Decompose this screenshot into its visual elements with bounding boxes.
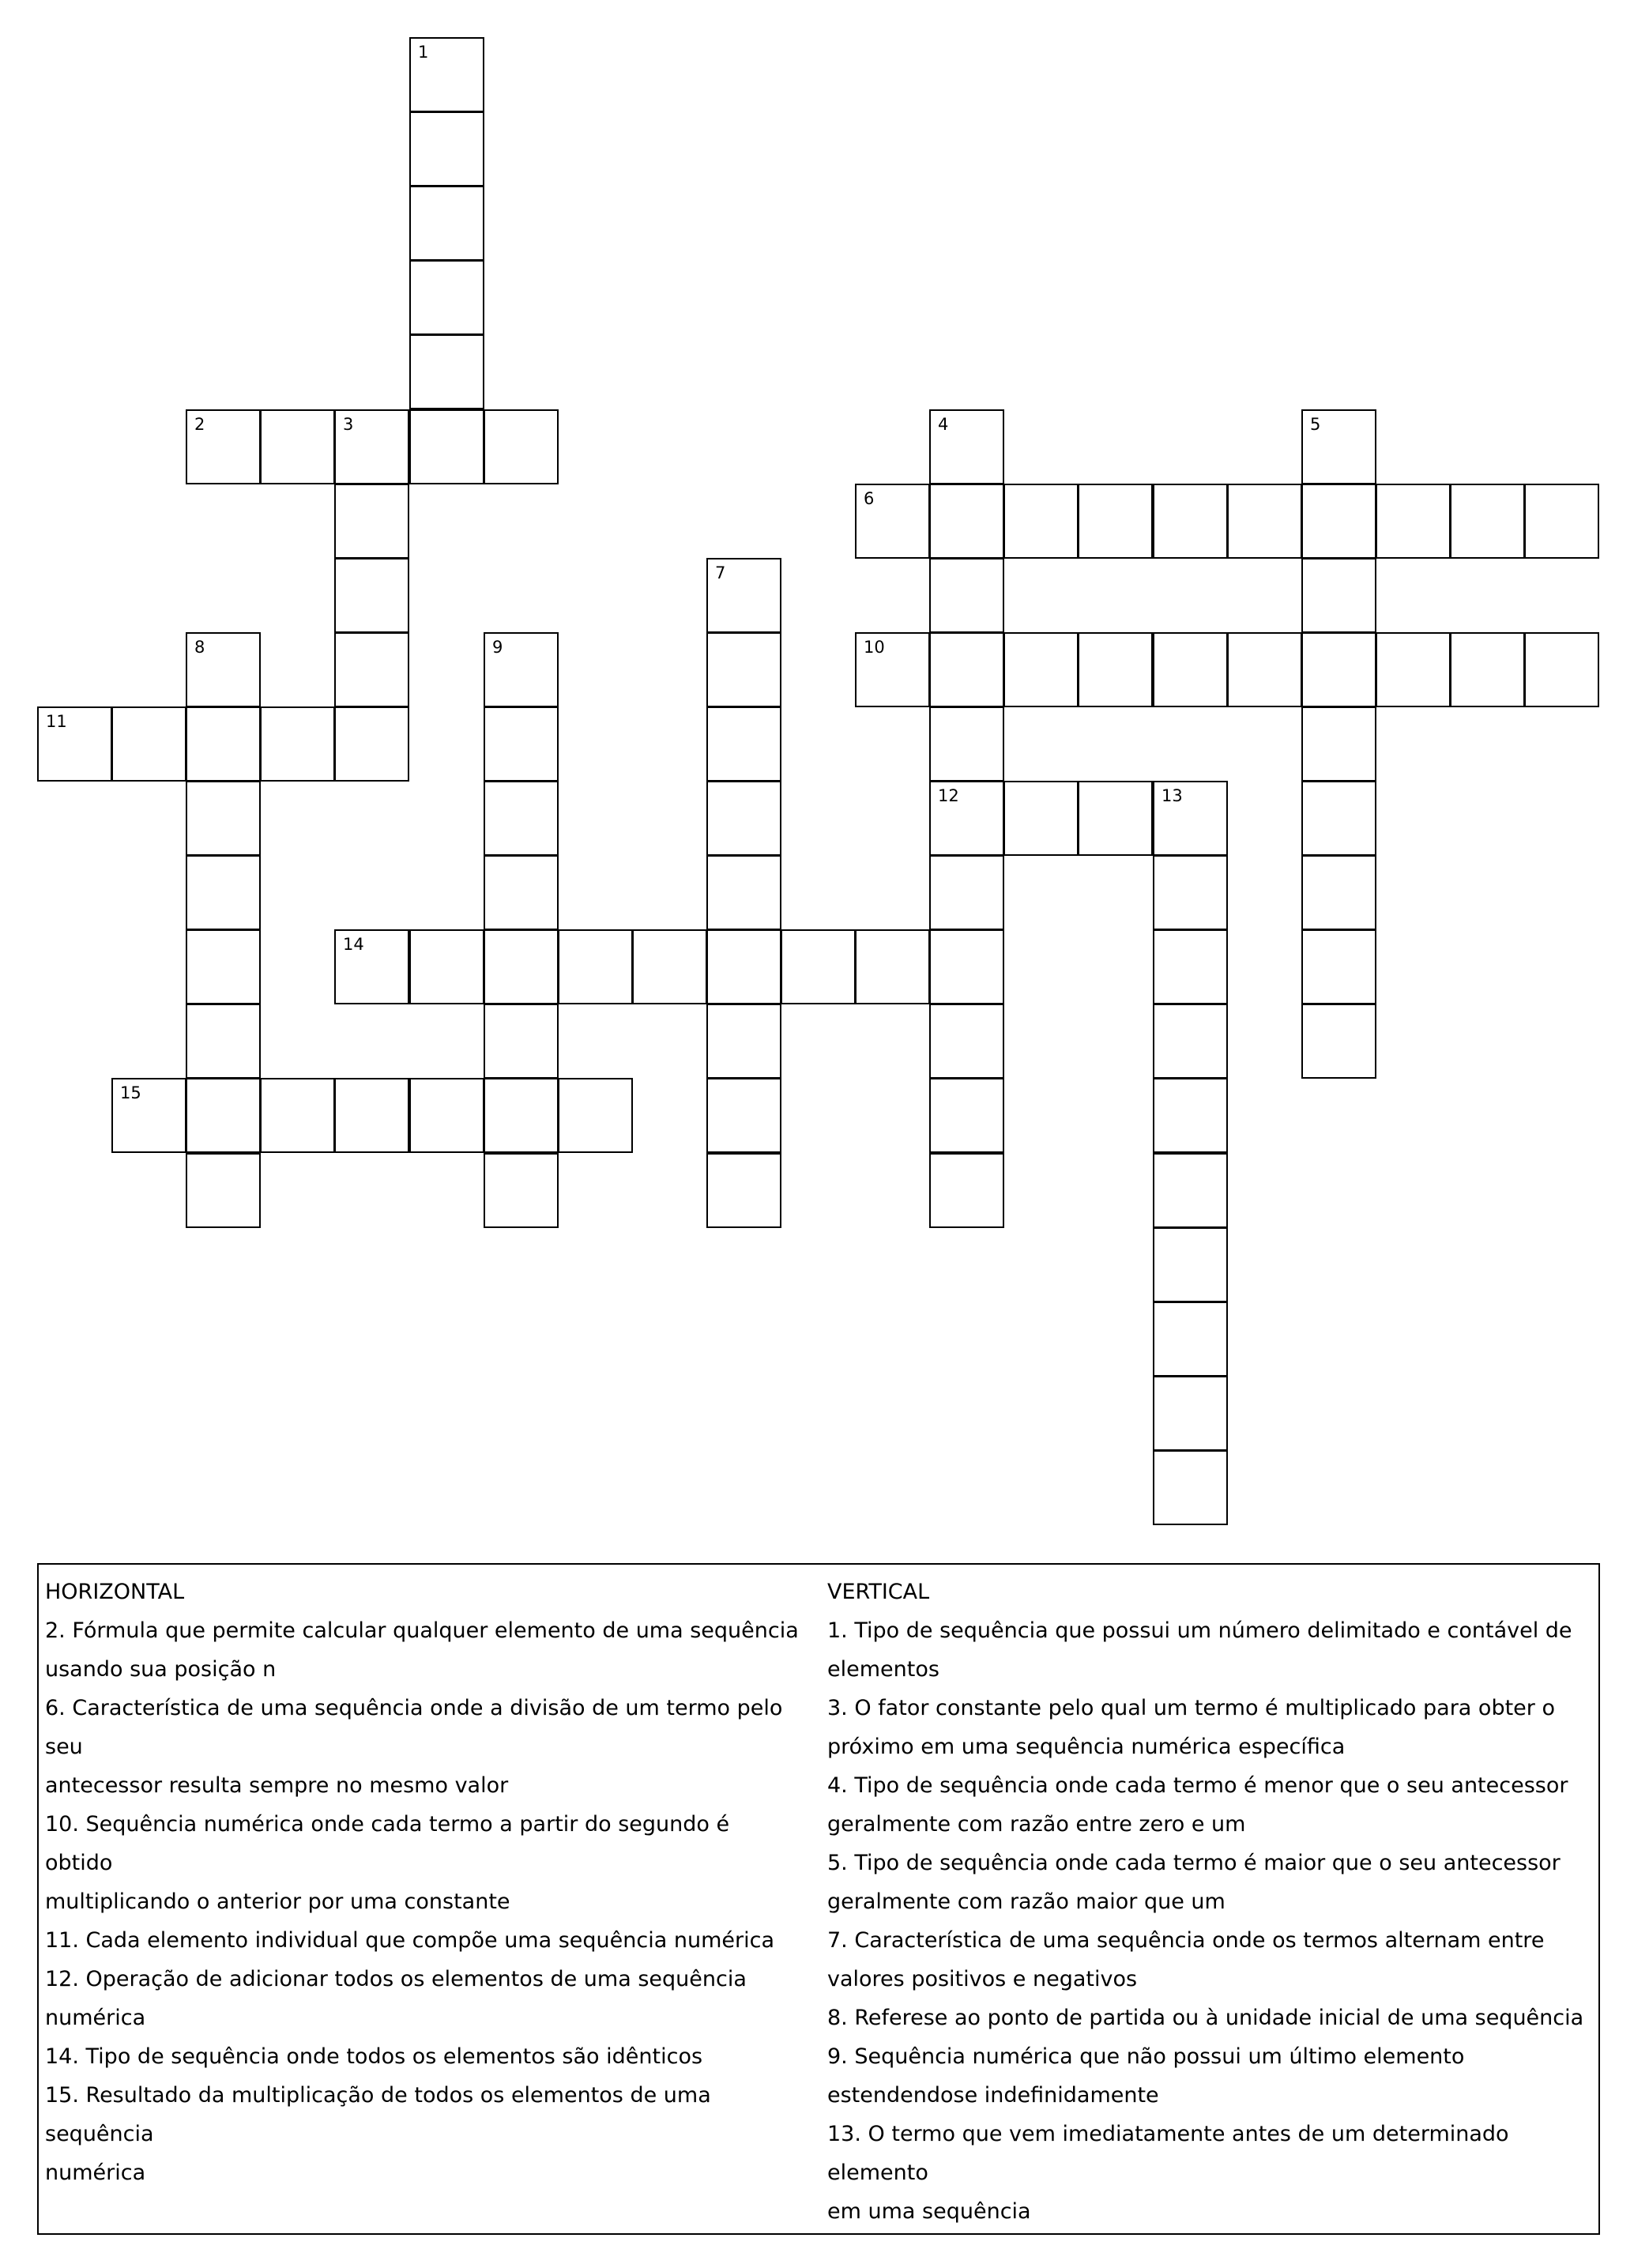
grid-cell[interactable] xyxy=(1301,929,1376,1004)
clue-line: 8. Referese ao ponto de partida ou à unidade inicial de uma sequência xyxy=(827,2006,1584,2030)
grid-cell[interactable] xyxy=(706,1004,781,1079)
clue-number: 4 xyxy=(938,415,949,434)
grid-cell[interactable] xyxy=(409,334,484,409)
grid-cell[interactable] xyxy=(1301,781,1376,856)
grid-cell[interactable] xyxy=(409,409,484,484)
clue-line: estendendose indefinidamente xyxy=(827,2083,1159,2108)
grid-cell[interactable] xyxy=(484,1153,559,1228)
grid-cell[interactable] xyxy=(558,929,633,1004)
clue-line: 15. Resultado da multiplicação de todos os elementos de uma sequência xyxy=(45,2083,711,2146)
grid-cell[interactable] xyxy=(186,1004,261,1079)
grid-cell[interactable] xyxy=(1376,484,1451,559)
clue-number: 11 xyxy=(46,712,67,731)
clue-number: 14 xyxy=(343,935,364,954)
grid-cell[interactable] xyxy=(1153,929,1228,1004)
grid-cell[interactable] xyxy=(929,484,1004,559)
grid-cell[interactable] xyxy=(855,929,930,1004)
clue-line: 10. Sequência numérica onde cada termo a partir do segundo é obtido xyxy=(45,1812,730,1875)
grid-cell[interactable] xyxy=(1153,1078,1228,1153)
clue-number: 2 xyxy=(194,415,205,434)
grid-cell[interactable] xyxy=(1153,1376,1228,1451)
clue-line: geralmente com razão entre zero e um xyxy=(827,1812,1246,1837)
grid-cell[interactable] xyxy=(1078,484,1153,559)
grid-cell[interactable] xyxy=(1153,1227,1228,1302)
clue-line: 13. O termo que vem imediatamente antes de um determinado elemento xyxy=(827,2122,1509,2185)
grid-cell[interactable] xyxy=(1003,632,1079,707)
grid-cell[interactable] xyxy=(1301,484,1376,559)
clue-line: usando sua posição n xyxy=(45,1657,277,1682)
grid-cell[interactable] xyxy=(1450,484,1525,559)
grid-cell[interactable] xyxy=(186,706,261,782)
grid-cell[interactable] xyxy=(186,929,261,1004)
grid-cell[interactable] xyxy=(334,706,409,782)
grid-cell[interactable] xyxy=(334,1078,409,1153)
grid-cell[interactable] xyxy=(706,929,781,1004)
grid-cell[interactable] xyxy=(334,558,409,633)
grid-cell[interactable] xyxy=(1227,484,1302,559)
grid-cell[interactable] xyxy=(929,855,1004,930)
grid-cell[interactable] xyxy=(1153,781,1228,856)
grid-cell[interactable] xyxy=(1301,1004,1376,1079)
clue-number: 5 xyxy=(1310,415,1321,434)
clue-line: antecessor resulta sempre no mesmo valor xyxy=(45,1773,509,1798)
clue-number: 6 xyxy=(864,489,875,508)
grid-cell[interactable] xyxy=(929,1153,1004,1228)
grid-cell[interactable] xyxy=(409,37,484,112)
clue-line: 5. Tipo de sequência onde cada termo é maior que o seu antecessor xyxy=(827,1851,1561,1875)
grid-cell[interactable] xyxy=(706,1078,781,1153)
grid-cell[interactable] xyxy=(706,706,781,782)
vertical-title: VERTICAL xyxy=(827,1580,930,1604)
grid-cell[interactable] xyxy=(929,929,1004,1004)
grid-cell[interactable] xyxy=(484,781,559,856)
clue-number: 12 xyxy=(938,786,959,805)
grid-cell[interactable] xyxy=(484,929,559,1004)
grid-cell[interactable] xyxy=(632,929,707,1004)
grid-cell[interactable] xyxy=(111,706,186,782)
grid-cell[interactable] xyxy=(558,1078,633,1153)
grid-cell[interactable] xyxy=(855,484,930,559)
clue-line: elementos xyxy=(827,1657,939,1682)
grid-cell[interactable] xyxy=(409,260,484,335)
clue-line: 14. Tipo de sequência onde todos os elementos são idênticos xyxy=(45,2044,703,2069)
grid-cell[interactable] xyxy=(855,632,930,707)
grid-cell[interactable] xyxy=(186,1078,261,1153)
horizontal-clue-list xyxy=(45,1611,804,2192)
grid-cell[interactable] xyxy=(1153,484,1228,559)
grid-cell[interactable] xyxy=(409,1078,484,1153)
grid-cell[interactable] xyxy=(1153,632,1228,707)
grid-cell[interactable] xyxy=(484,632,559,707)
grid-cell[interactable] xyxy=(1301,409,1376,484)
grid-cell[interactable] xyxy=(929,1078,1004,1153)
clue-number: 1 xyxy=(418,43,429,62)
grid-cell[interactable] xyxy=(706,1153,781,1228)
clue-number: 15 xyxy=(120,1083,141,1102)
grid-cell[interactable] xyxy=(929,781,1004,856)
grid-cell[interactable] xyxy=(929,706,1004,782)
clue-line: numérica xyxy=(45,2006,146,2030)
grid-cell[interactable] xyxy=(37,706,112,782)
grid-cell[interactable] xyxy=(186,781,261,856)
grid-cell[interactable] xyxy=(111,1078,186,1153)
grid-cell[interactable] xyxy=(484,409,559,484)
grid-cell[interactable] xyxy=(334,484,409,559)
clue-line: 9. Sequência numérica que não possui um último elemento xyxy=(827,2044,1465,2069)
clue-line: 4. Tipo de sequência onde cada termo é menor que o seu antecessor xyxy=(827,1773,1568,1798)
grid-cell[interactable] xyxy=(1153,1153,1228,1228)
clue-line: valores positivos e negativos xyxy=(827,1967,1138,1991)
vertical-clue-list xyxy=(827,1611,1592,2231)
grid-cell[interactable] xyxy=(334,409,409,484)
grid-cell[interactable] xyxy=(484,1078,559,1153)
grid-cell[interactable] xyxy=(1301,855,1376,930)
grid-cell[interactable] xyxy=(1301,558,1376,633)
horizontal-title: HORIZONTAL xyxy=(45,1580,185,1604)
grid-cell[interactable] xyxy=(409,186,484,261)
grid-cell[interactable] xyxy=(1003,484,1079,559)
clue-line: próximo em uma sequência numérica específica xyxy=(827,1735,1346,1759)
clue-line: 11. Cada elemento individual que compõe uma sequência numérica xyxy=(45,1928,774,1953)
grid-cell[interactable] xyxy=(706,632,781,707)
grid-cell[interactable] xyxy=(186,1153,261,1228)
grid-cell[interactable] xyxy=(1153,1302,1228,1377)
grid-cell[interactable] xyxy=(781,929,856,1004)
grid-cell[interactable] xyxy=(706,558,781,633)
clue-number: 8 xyxy=(194,638,205,657)
grid-cell[interactable] xyxy=(1153,1450,1228,1525)
grid-cell[interactable] xyxy=(1003,781,1079,856)
clue-line: 1. Tipo de sequência que possui um número delimitado e contável de xyxy=(827,1618,1572,1643)
grid-cell[interactable] xyxy=(334,929,409,1004)
grid-cell[interactable] xyxy=(1153,1004,1228,1079)
grid-cell[interactable] xyxy=(409,111,484,186)
grid-cell[interactable] xyxy=(484,1004,559,1079)
grid-cell[interactable] xyxy=(929,558,1004,633)
clues-box xyxy=(37,1563,1600,2235)
grid-cell[interactable] xyxy=(186,632,261,707)
clue-number: 7 xyxy=(715,563,726,582)
grid-cell[interactable] xyxy=(706,855,781,930)
grid-cell[interactable] xyxy=(1153,855,1228,930)
grid-cell[interactable] xyxy=(929,632,1004,707)
clue-number: 13 xyxy=(1161,786,1183,805)
grid-cell[interactable] xyxy=(929,409,1004,484)
clue-number: 3 xyxy=(343,415,354,434)
clue-line: em uma sequência xyxy=(827,2199,1031,2224)
grid-cell[interactable] xyxy=(1227,632,1302,707)
grid-cell[interactable] xyxy=(334,632,409,707)
grid-cell[interactable] xyxy=(484,855,559,930)
grid-cell[interactable] xyxy=(1301,706,1376,782)
grid-cell[interactable] xyxy=(1450,632,1525,707)
clue-line: numérica xyxy=(45,2161,146,2185)
clue-line: 7. Característica de uma sequência onde os termos alternam entre xyxy=(827,1928,1545,1953)
grid-cell[interactable] xyxy=(484,706,559,782)
grid-cell[interactable] xyxy=(1524,484,1599,559)
clue-line: 12. Operação de adicionar todos os elementos de uma sequência xyxy=(45,1967,747,1991)
grid-cell[interactable] xyxy=(186,409,261,484)
grid-cell[interactable] xyxy=(186,855,261,930)
vertical-clues xyxy=(827,1573,1592,2231)
grid-cell[interactable] xyxy=(706,781,781,856)
grid-cell[interactable] xyxy=(1301,632,1376,707)
grid-cell[interactable] xyxy=(929,1004,1004,1079)
grid-cell[interactable] xyxy=(1078,781,1153,856)
grid-cell[interactable] xyxy=(1078,632,1153,707)
grid-cell[interactable] xyxy=(260,409,335,484)
clue-number: 9 xyxy=(492,638,503,657)
clue-line: 2. Fórmula que permite calcular qualquer elemento de uma sequência xyxy=(45,1618,799,1643)
horizontal-clues xyxy=(45,1573,804,2192)
grid-cell[interactable] xyxy=(1376,632,1451,707)
grid-cell[interactable] xyxy=(1524,632,1599,707)
clue-line: multiplicando o anterior por uma constante xyxy=(45,1889,510,1914)
clue-line: geralmente com razão maior que um xyxy=(827,1889,1226,1914)
clue-line: 6. Característica de uma sequência onde a divisão de um termo pelo seu xyxy=(45,1696,783,1759)
clue-line: 3. O fator constante pelo qual um termo é multiplicado para obter o xyxy=(827,1696,1555,1720)
grid-cell[interactable] xyxy=(260,706,335,782)
clue-number: 10 xyxy=(864,638,885,657)
grid-cell[interactable] xyxy=(260,1078,335,1153)
grid-cell[interactable] xyxy=(409,929,484,1004)
